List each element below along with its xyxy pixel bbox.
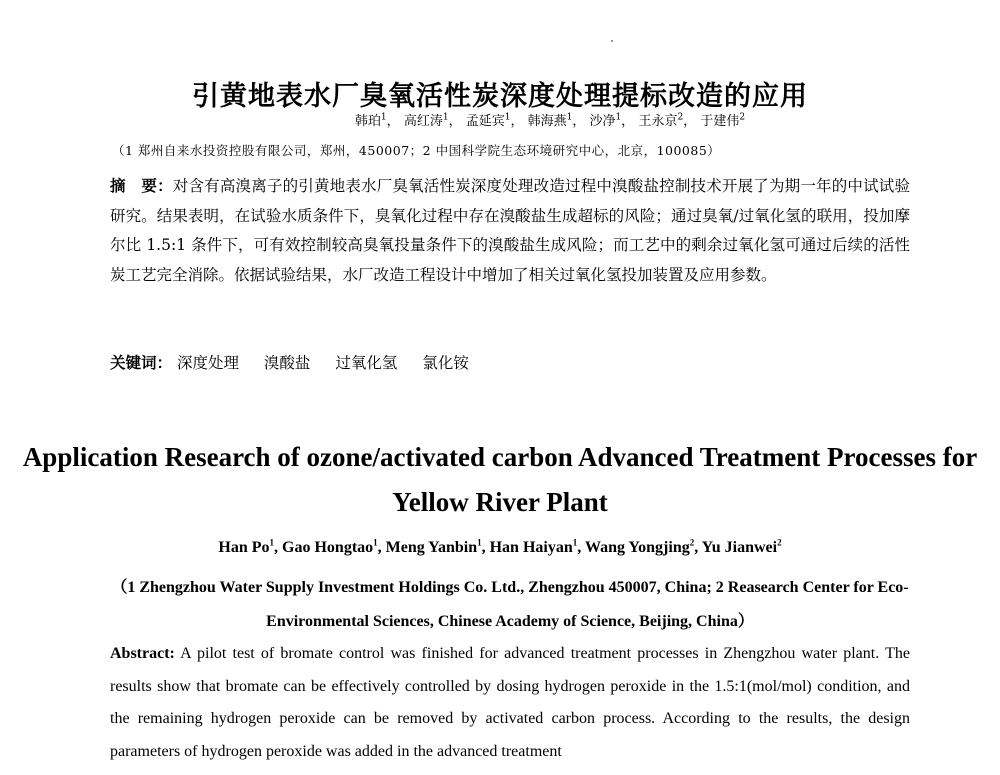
keyword: 溴酸盐 [263, 354, 311, 372]
english-abstract [110, 638, 910, 768]
keyword: 氯化铵 [422, 354, 469, 372]
abstract-text: 对含有高溴离子的引黄地表水厂臭氧活性炭深度处理改造过程中溴酸盐控制技术开展了为期一年的中试试验研究。结果表明，在试验水质条件下，臭氧化过程中存在溴酸盐生成超标的风险；通过臭氧/过氧化氢的联用，投加摩尔比 1.5:1 条件下，可有效控制较高臭氧投量条件下的溴酸盐生成风险；而工艺中的剩余过氧化氢可通过后续的活性炭工艺完全消除。依据试验结果，水厂改造工程设计中增加了相关过氧化氢投加装置及应用参数。 [110, 177, 910, 284]
english-title: Application Research of ozone/activated carbon Advanced Treatment Processes for Yellow River Plant [22, 442, 978, 517]
chinese-abstract [110, 172, 910, 290]
author-6: Yu Jianwei$^2$ [701, 538, 782, 557]
author-6: 王永京$^2$， [638, 112, 697, 129]
speck-mark [611, 40, 613, 42]
english-affiliations: （1 Zhengzhou Water Supply Investment Holdings Co. Ltd., Zhengzhou 450007, China; 2 Reasearch Center for Eco-Environmental Sciences, Chinese Academy of Science, Beijing, China） [111, 579, 909, 630]
chinese-affiliations: （1 郑州自来水投资控股有限公司，郑州，450007；2 中国科学院生态环境研究中心，北京，100085） [112, 143, 721, 158]
abstract-label: Abstract: [110, 645, 175, 662]
author-2: Gao Hongtao$^1$, [282, 538, 386, 557]
author-7: 于建伟$^2$ [700, 112, 746, 129]
chinese-title: 引黄地表水厂臭氧活性炭深度处理提标改造的应用 [192, 81, 808, 112]
author-3: Meng Yanbin$^1$, [385, 538, 490, 557]
author-5: 沙净$^1$， [589, 112, 635, 129]
author-3: 孟延宾$^1$， [465, 112, 524, 129]
abstract-text: A pilot test of bromate control was finished for advanced treatment processes in Zhengzhou water plant. The results show that bromate can be effectively controlled by dosing hydrogen peroxide in the 1.5:1(mol/mol) condition, and the remaining hydrogen peroxide can be removed by activated carbon process. According to the results, the design parameters of hydrogen peroxide was added in the advanced treatment [110, 645, 910, 760]
author-1: 韩珀$^1$， [354, 112, 400, 129]
author-1: Han Po$^1$, [218, 538, 283, 557]
author-4: Han Haiyan$^1$, [489, 538, 585, 557]
author-2: 高红涛$^1$， [403, 112, 462, 129]
keywords-label: 关键词： [110, 354, 173, 372]
abstract-label: 摘 要： [110, 177, 173, 195]
author-5: Wang Yongjing$^2$, [584, 538, 702, 557]
english-author-list [0, 538, 1000, 557]
keyword: 过氧化氢 [335, 354, 398, 372]
chinese-author-list [0, 110, 1000, 129]
keyword: 深度处理 [176, 354, 239, 372]
author-4: 韩海燕$^1$， [527, 112, 586, 129]
chinese-keywords [110, 351, 910, 373]
